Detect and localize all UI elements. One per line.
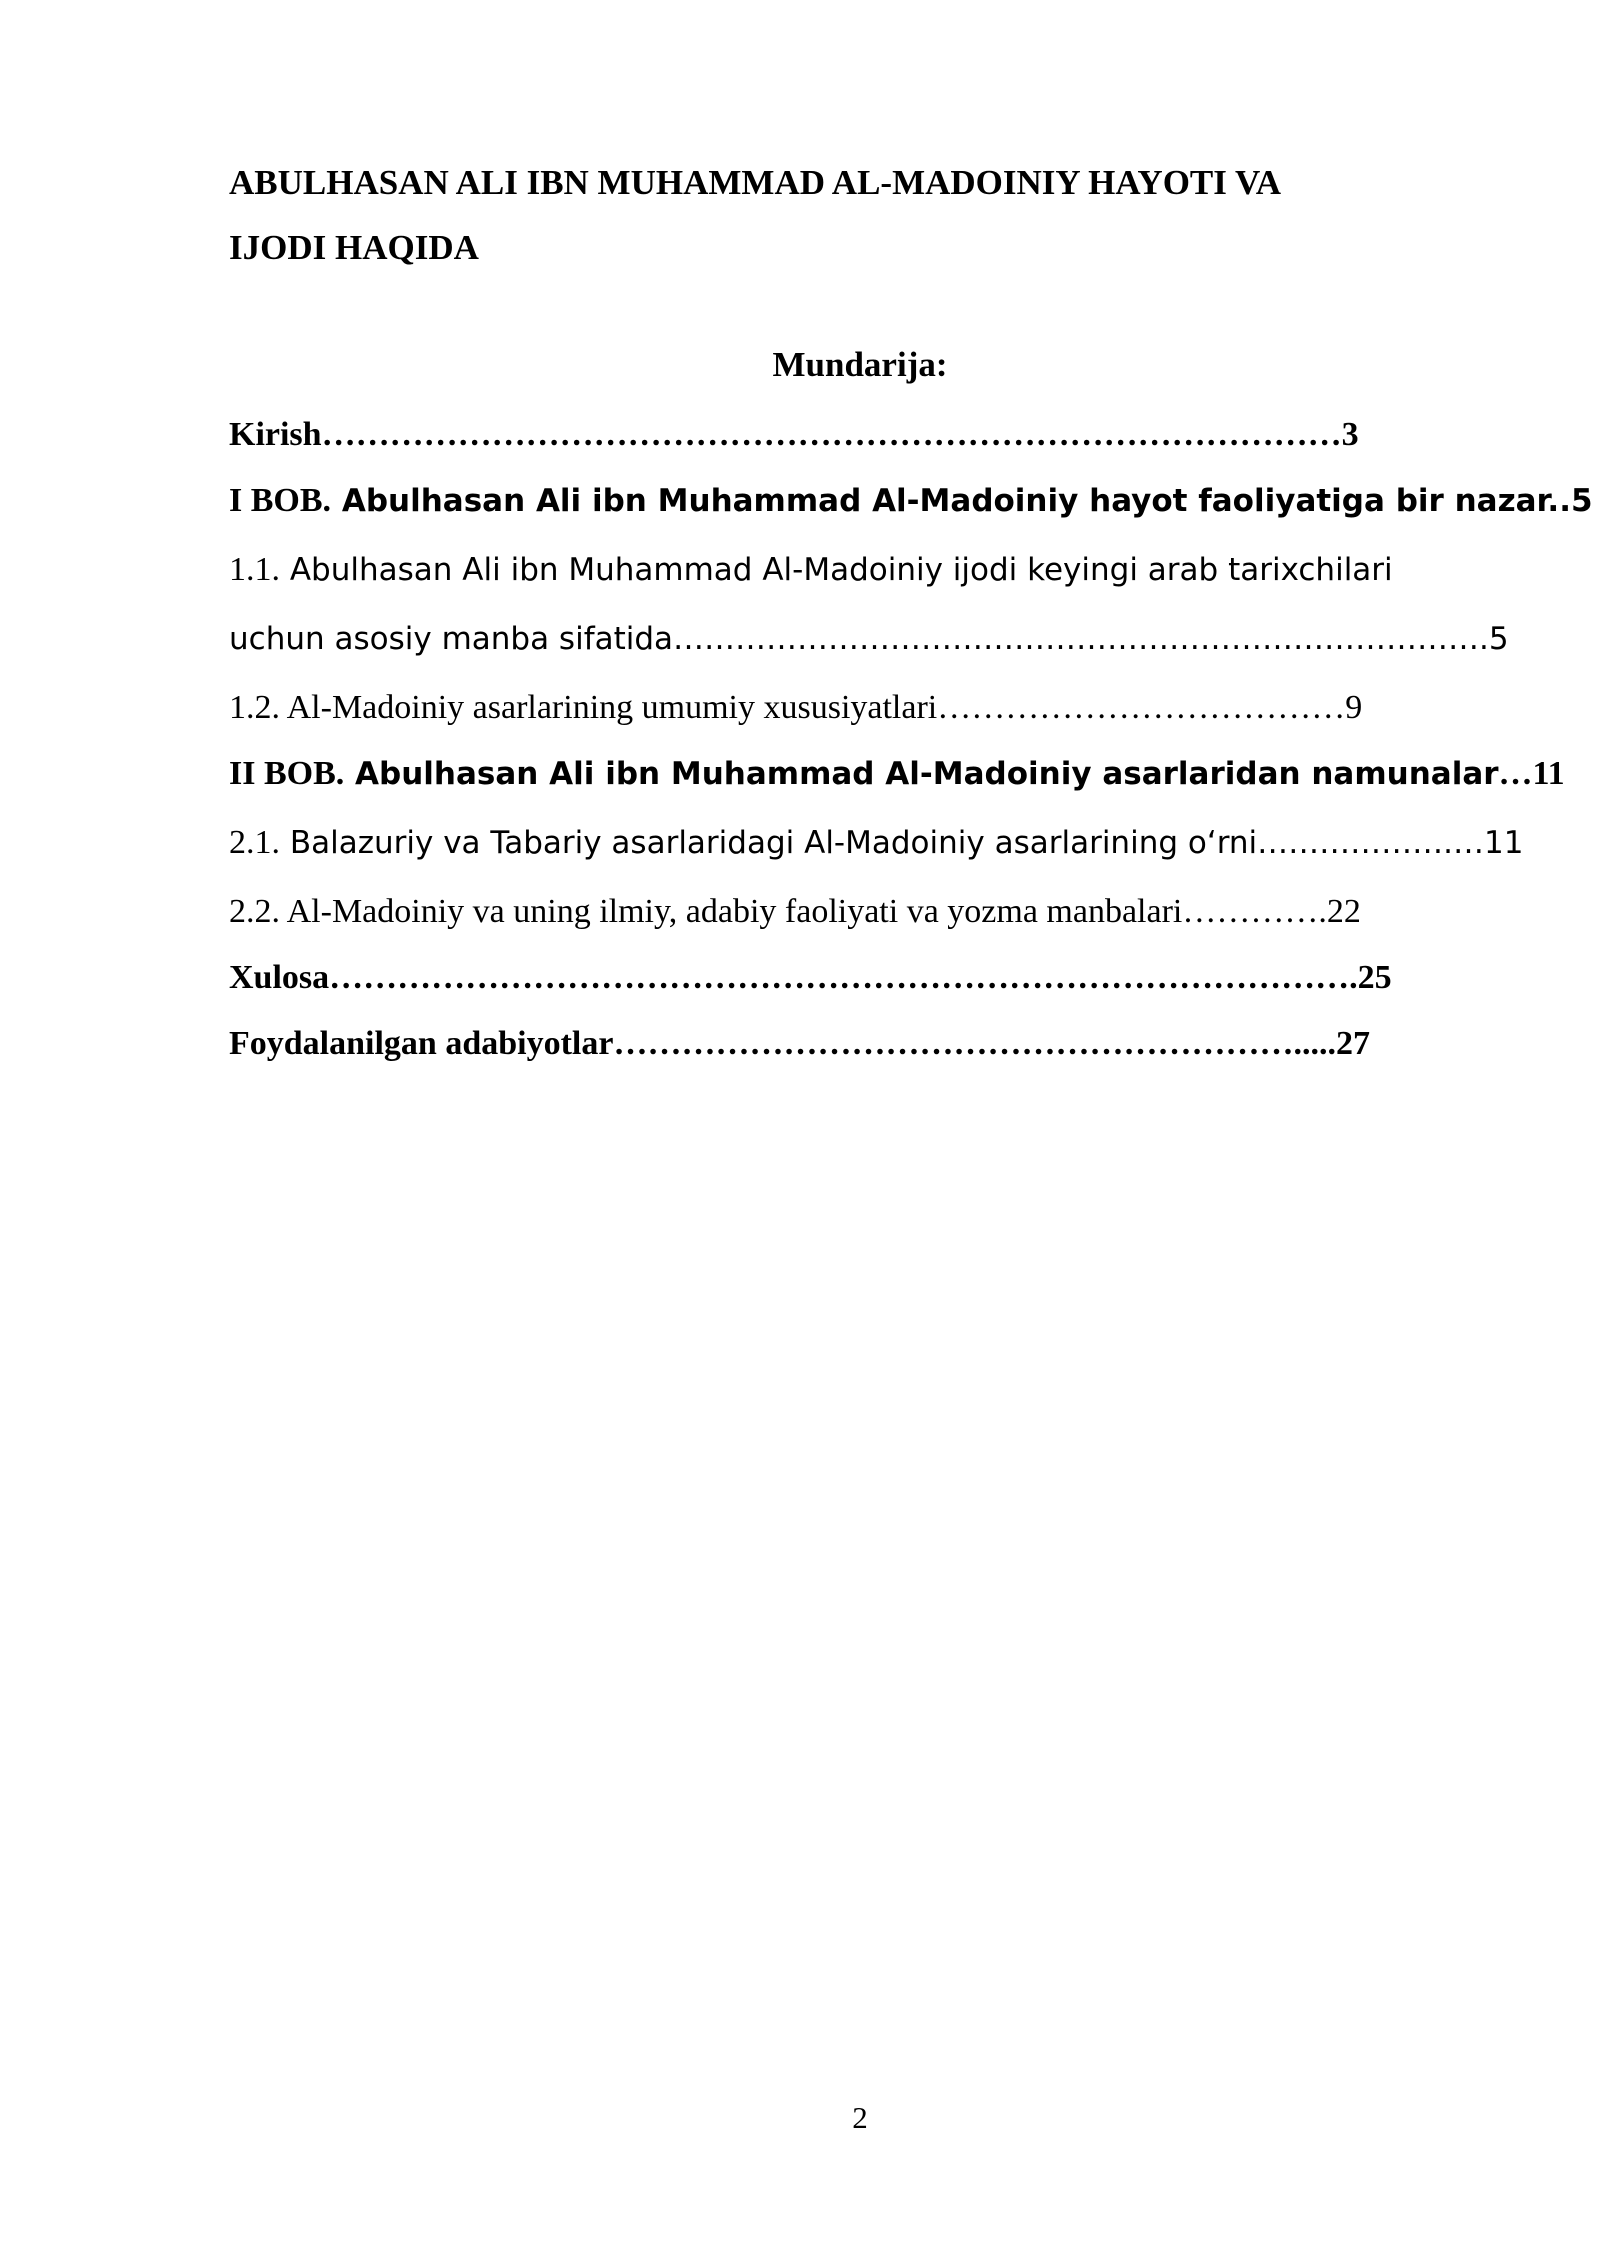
- toc-entry-section-1-2: 1.2. Al-Madoiniy asarlarining umumiy xususiyatlari………………………………9: [229, 689, 1363, 726]
- toc-entry-section-1-1-prefix: 1.1.: [229, 551, 280, 588]
- toc-entry-section-1-1: [229, 550, 1393, 590]
- toc-entry-kirish: Kirish………………………………………………………………………………3: [229, 416, 1359, 453]
- toc-entry-chapter-2-prefix: II BOB.: [229, 755, 345, 792]
- toc-entry-section-2-2: 2.2. Al-Madoiniy va uning ilmiy, adabiy faoliyati va yozma manbalari………….22: [229, 893, 1361, 930]
- toc-heading: Mundarija:: [772, 345, 948, 384]
- toc-entry-chapter-2: [229, 754, 1565, 794]
- toc-entry-chapter-1: [229, 481, 1593, 521]
- toc-entry-chapter-2-page: …11: [1498, 755, 1565, 792]
- toc-entry-chapter-1-prefix: I BOB.: [229, 482, 332, 519]
- toc-entry-chapter-2-text: Abulhasan Ali ibn Muhammad Al-Madoiniy asarlaridan namunalar: [344, 756, 1499, 792]
- document-title-line-1: ABULHASAN ALI IBN MUHAMMAD AL-MADOINIY HAYOTI VA: [229, 163, 1282, 202]
- toc-entry-section-2-1-text: Balazuriy va Tabariy asarlaridagi Al-Madoiniy asarlarining oʻrni……………….…11: [280, 825, 1524, 861]
- toc-entry-section-2-1-prefix: 2.1.: [229, 824, 280, 861]
- toc-entry-section-2-1: [229, 823, 1523, 863]
- document-title: [229, 150, 1489, 280]
- toc-entry-section-1-1-text: Abulhasan Ali ibn Muhammad Al-Madoiniy ijodi keyingi arab tarixchilari: [280, 552, 1393, 588]
- toc-entry-references: Foydalanilgan adabiyotlar…………………………………………………….....27: [229, 1025, 1370, 1062]
- document-title-line-2: IJODI HAQIDA: [229, 228, 479, 267]
- toc-entry-xulosa: Xulosa……………………………………………………………………………….25: [229, 959, 1392, 996]
- toc-entry-section-1-1-continued: uchun asosiy manba sifatida…………………………………………………………………….5: [229, 621, 1509, 657]
- toc-entry-chapter-1-text: Abulhasan Ali ibn Muhammad Al-Madoiniy hayot faoliyatiga bir nazar..5: [331, 483, 1593, 519]
- page-number: 2: [852, 2100, 868, 2135]
